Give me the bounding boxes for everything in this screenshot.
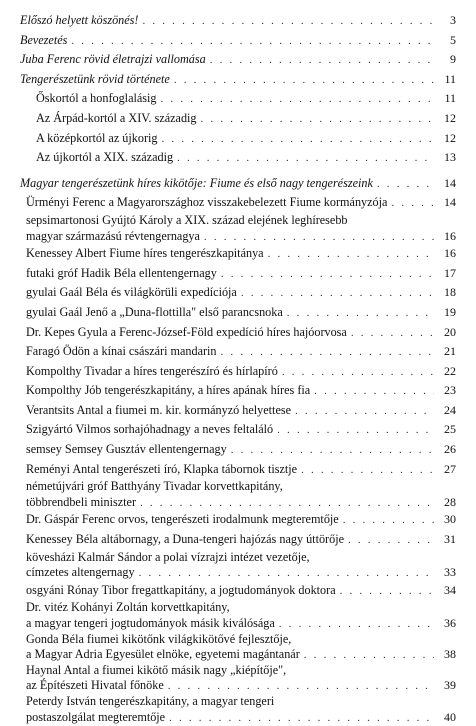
- leader-dots: [231, 441, 434, 461]
- toc-entry: [20, 632, 456, 648]
- toc-entry: [20, 678, 456, 694]
- toc-entry-title: Kompolthy Jób tengerészkapitány, a híres apának híres fia: [26, 383, 311, 398]
- leader-dots: [287, 304, 434, 324]
- toc-entry-title: sepsimartonosi Gyújtó Károly a XIX. század elejének leghíresebb: [26, 212, 348, 227]
- leader-dots: [351, 324, 434, 344]
- toc-entry-page: 21: [444, 344, 456, 359]
- toc-entry: [20, 663, 456, 679]
- leader-dots: [168, 679, 434, 695]
- toc-entry-title: az Építészeti Hivatal főnöke: [26, 678, 164, 693]
- leader-dots: [169, 711, 434, 726]
- leader-dots: [343, 511, 434, 531]
- leader-dots: [348, 531, 434, 551]
- toc-entry-page: 40: [444, 709, 456, 724]
- toc-entry: [20, 174, 456, 194]
- toc-entry-title: Kompolthy Tivadar a híres tengerészíró és hírlapíró: [26, 363, 278, 378]
- toc-entry-title: Kenessey Béla altábornagy, a Duna-tengeri hajózás nagy úttörője: [26, 532, 344, 547]
- toc-entry-title: Ürményi Ferenc a Magyarországhoz visszakebelezett Fiume kormányzója: [26, 195, 388, 210]
- toc-entry-title: Magyar tengerészetünk híres kikötője: Fiume és első nagy tengerészeink: [20, 175, 373, 190]
- toc-entry-title: Dr. Kepes Gyula a Ferenc-József-Föld expedíció híres hajóorvosa: [26, 324, 347, 339]
- leader-dots: [268, 245, 434, 265]
- toc-entry: [20, 530, 456, 550]
- toc-entry-title: Gonda Béla fiumei kikötőnk világkikötővé fejlesztője,: [26, 631, 292, 646]
- toc-entry: [20, 244, 456, 264]
- toc-entry-page: 18: [444, 285, 456, 300]
- toc-entry: [20, 600, 456, 616]
- leader-dots: [221, 265, 434, 285]
- toc-entry-title: magyar származású révtengernagya: [26, 228, 200, 243]
- toc-entry-title: Az Árpád-kortól a XIV. századig: [36, 110, 197, 125]
- toc-entry: [20, 565, 456, 581]
- toc-entry-title: Kenessey Albert Fiume híres tengerészkapitánya: [26, 246, 264, 261]
- toc-entry-title: Verantsits Antal a fiumei m. kir. kormányzó helyettese: [26, 402, 292, 417]
- leader-dots: [304, 648, 434, 664]
- toc-entry: [20, 303, 456, 323]
- toc-entry-title: Dr. Gáspár Ferenc orvos, tengerészeti irodalmunk megteremtője: [26, 512, 339, 527]
- toc-entry: [20, 362, 456, 382]
- toc-entry-page: 14: [444, 195, 456, 210]
- toc-entry: [20, 460, 456, 480]
- toc-entry: [20, 323, 456, 343]
- toc-entry-page: 14: [444, 175, 456, 190]
- toc-entry: [20, 50, 456, 70]
- toc-entry-page: 13: [444, 150, 456, 165]
- leader-dots: [140, 496, 434, 512]
- toc-entry: [20, 550, 456, 566]
- toc-entry-page: 31: [444, 532, 456, 547]
- leader-dots: [177, 149, 434, 169]
- toc-entry-page: 26: [444, 442, 456, 457]
- toc-entry-title: kövesházi Kalmár Sándor a polai vízrajzi intézet vezetője,: [26, 549, 310, 564]
- toc-entry: [20, 510, 456, 530]
- toc-entry-page: 27: [444, 461, 456, 476]
- toc-entry-page: 11: [444, 91, 456, 106]
- toc-entry-page: 24: [444, 402, 456, 417]
- leader-dots: [340, 582, 434, 602]
- toc-entry: [20, 283, 456, 303]
- toc-entry: [20, 129, 456, 149]
- toc-entry: [20, 495, 456, 511]
- toc-entry-page: 22: [444, 363, 456, 378]
- toc-entry-page: 38: [444, 647, 456, 662]
- toc-entry-page: 9: [450, 52, 456, 67]
- toc-entry: [20, 148, 456, 168]
- toc-entry-page: 19: [444, 304, 456, 319]
- toc-entry-title: Haynal Antal a fiumei kikötő másik nagy „kiépítője",: [26, 662, 287, 677]
- toc-entry-page: 34: [444, 582, 456, 597]
- toc-entry-title: Szigyártó Vilmos sorhajóhadnagy a neves feltaláló: [26, 422, 274, 437]
- toc-entry-title: címzetes altengernagy: [26, 565, 135, 580]
- toc-entry-page: 30: [444, 512, 456, 527]
- toc-entry-page: 17: [444, 265, 456, 280]
- toc-entry-page: 25: [444, 422, 456, 437]
- toc-entry-page: 39: [444, 678, 456, 693]
- toc-entry-title: a magyar tengeri jogtudományok másik kiválósága: [26, 616, 275, 630]
- leader-dots: [210, 51, 434, 71]
- toc-entry: [20, 401, 456, 421]
- toc-entry: [20, 581, 456, 601]
- toc-entry-page: 16: [444, 228, 456, 243]
- toc-entry-page: 5: [450, 32, 456, 47]
- toc-entry: [20, 381, 456, 401]
- toc-entry-title: gyulai Gaál Jenő a „Duna-flottilla" első parancsnoka: [26, 304, 283, 319]
- toc-entry: [20, 11, 456, 31]
- toc-entry: [20, 193, 456, 213]
- toc-entry: [20, 420, 456, 440]
- toc-entry-page: 11: [444, 71, 456, 86]
- leader-dots: [295, 402, 434, 422]
- toc-entry-title: futaki gróf Hadik Béla ellentengernagy: [26, 265, 217, 280]
- toc-entry-title: Dr. vitéz Kohányi Zoltán korvettkapitány,: [26, 600, 230, 615]
- toc-entry: [20, 710, 456, 726]
- toc-entry-title: Előszó helyett köszönés!: [20, 13, 139, 27]
- leader-dots: [301, 461, 434, 481]
- leader-dots: [162, 130, 434, 150]
- leader-dots: [279, 617, 434, 633]
- leader-dots: [71, 32, 434, 52]
- toc-entry-page: 23: [444, 383, 456, 398]
- leader-dots: [174, 71, 434, 91]
- toc-entry-title: a Magyar Adria Egyesület elnöke, egyetemi magántanár: [26, 647, 300, 662]
- leader-dots: [139, 566, 434, 582]
- leader-dots: [201, 110, 434, 130]
- leader-dots: [277, 421, 434, 441]
- toc-entry-page: 33: [444, 565, 456, 580]
- toc-entry-title: A középkortól az újkorig: [36, 130, 158, 145]
- toc-entry-title: Reményi Antal tengerészeti író, Klapka tábornok tisztje: [26, 461, 298, 476]
- toc-entry-title: Az újkortól a XIX. századig: [36, 150, 174, 165]
- toc-entry: [20, 440, 456, 460]
- toc-entry: [20, 479, 456, 495]
- toc-entry-title: németújvári gróf Batthyány Tivadar korvettkapitány,: [26, 479, 283, 494]
- toc-entry-title: gyulai Gaál Béla és világkörüli expedíciója: [26, 285, 237, 300]
- leader-dots: [142, 12, 434, 32]
- toc-entry-title: Faragó Ödön a kínai császári mandarin: [26, 344, 217, 359]
- toc-entry: [20, 616, 456, 632]
- toc-entry-title: Juba Ferenc rövid életrajzi vallomása: [20, 52, 206, 67]
- toc-entry-title: Peterdy István tengerészkapitány, a magyar tengeri: [26, 693, 275, 708]
- toc-entry-title: Őskortól a honfoglalásig: [36, 91, 157, 106]
- toc-entry: [20, 31, 456, 51]
- toc-entry-page: 16: [444, 246, 456, 261]
- toc-entry-title: többrendbeli miniszter: [26, 494, 136, 509]
- toc-entry: [20, 89, 456, 109]
- toc-entry: [20, 694, 456, 710]
- toc-entry: [20, 70, 456, 90]
- toc-entry: [20, 213, 456, 229]
- toc-entry-title: Bevezetés: [20, 32, 68, 47]
- toc-entry-page: 12: [444, 130, 456, 145]
- leader-dots: [161, 90, 434, 110]
- toc-entry-title: Tengerészetünk rövid története: [20, 71, 170, 86]
- leader-dots: [241, 284, 434, 304]
- toc-entry-title: semsey Semsey Gusztáv ellentengernagy: [26, 442, 227, 457]
- toc-entry-title: postaszolgálat megteremtője: [26, 709, 166, 724]
- leader-dots: [377, 175, 434, 195]
- toc-entry: [20, 647, 456, 663]
- toc-entry: [20, 229, 456, 245]
- toc-entry-page: 12: [444, 110, 456, 125]
- toc-entry: [20, 264, 456, 284]
- leader-dots: [391, 194, 434, 214]
- leader-dots: [314, 382, 434, 402]
- leader-dots: [204, 230, 434, 246]
- leader-dots: [282, 363, 434, 383]
- toc-entry-title: osgyáni Rónay Tibor fregattkapitány, a jogtudományok doktora: [26, 582, 336, 597]
- table-of-contents: [20, 11, 456, 725]
- toc-entry-page: 3: [450, 13, 456, 27]
- toc-entry-page: 36: [444, 616, 456, 630]
- toc-entry-page: 20: [444, 324, 456, 339]
- toc-entry-page: 28: [444, 494, 456, 509]
- toc-entry: [20, 109, 456, 129]
- toc-entry: [20, 342, 456, 362]
- leader-dots: [221, 343, 434, 363]
